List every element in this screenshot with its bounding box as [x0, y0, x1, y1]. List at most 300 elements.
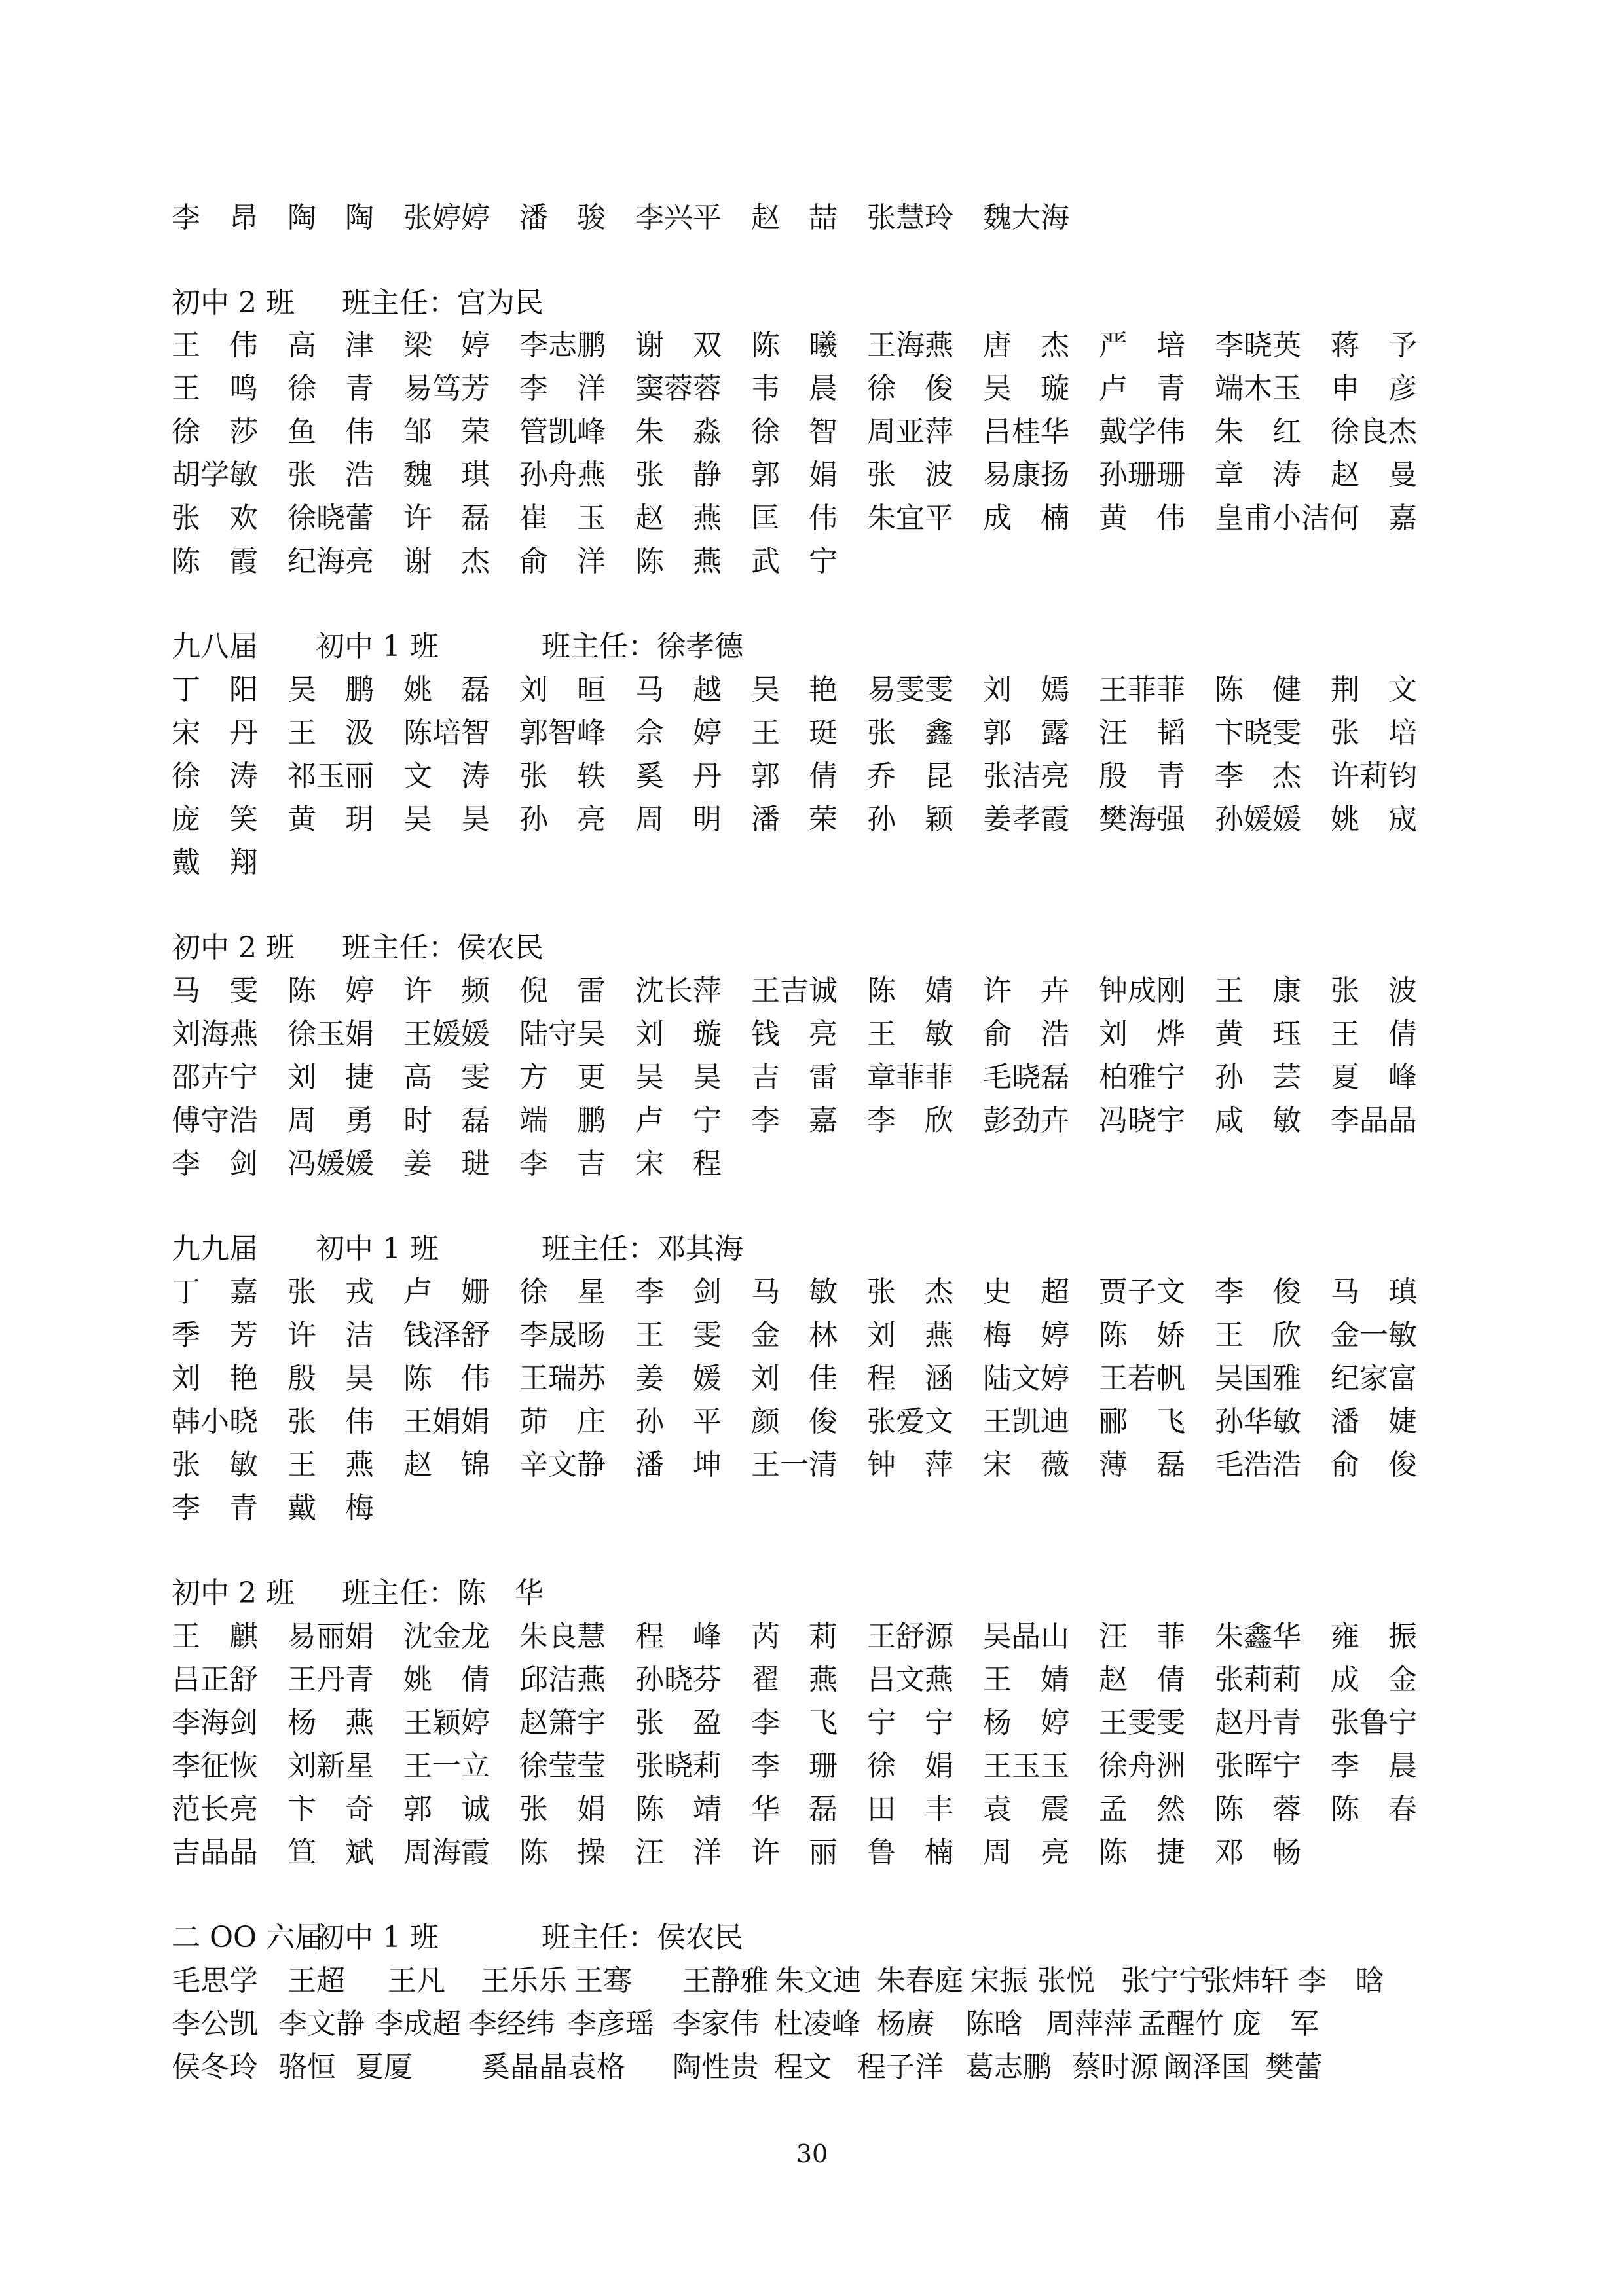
student-name: 匡 伟 — [751, 501, 838, 535]
student-name: 陈 曦 — [751, 329, 838, 362]
student-name: 姚 倩 — [403, 1663, 490, 1696]
student-name: 陶性贵 — [673, 2050, 759, 2084]
student-name: 皇甫小洁 — [1215, 501, 1330, 535]
student-name: 卢 姗 — [403, 1275, 490, 1309]
student-name: 李志鹏 — [519, 329, 606, 362]
student-name: 傅守浩 — [172, 1104, 258, 1137]
head-teacher-label: 班主任：侯农民 — [342, 931, 544, 964]
student-name: 马 瑱 — [1331, 1275, 1417, 1309]
student-name: 杨赓 — [877, 2007, 934, 2041]
student-name: 高 津 — [287, 329, 374, 362]
student-name: 汪 洋 — [635, 1836, 722, 1869]
student-name: 端木玉 — [1215, 372, 1301, 405]
student-name: 张婷婷 — [403, 201, 490, 234]
student-name: 吴晶山 — [983, 1620, 1069, 1653]
student-name: 周 勇 — [287, 1104, 374, 1137]
student-name: 王静雅 — [682, 1964, 769, 1997]
student-name: 黄 玥 — [287, 803, 374, 836]
student-name: 袁 震 — [983, 1793, 1069, 1826]
student-name: 成 金 — [1331, 1663, 1417, 1696]
student-name: 郦 飞 — [1099, 1405, 1185, 1438]
student-name: 王瑞苏 — [519, 1362, 606, 1395]
student-name: 徐良杰 — [1331, 415, 1417, 448]
student-name: 孙华敏 — [1215, 1405, 1301, 1438]
student-name: 殷 青 — [1099, 759, 1185, 793]
student-name: 孙媛媛 — [1215, 803, 1301, 836]
student-name: 张 波 — [867, 458, 953, 492]
student-name: 姚 宬 — [1331, 803, 1417, 836]
student-name: 朱文迪 — [775, 1964, 862, 1997]
student-name: 端 鹏 — [519, 1104, 606, 1137]
student-name: 张悦 — [1037, 1964, 1095, 1997]
student-name: 马 雯 — [172, 974, 258, 1008]
student-name: 宋 薇 — [983, 1448, 1069, 1482]
student-name: 赵 曼 — [1331, 458, 1417, 492]
student-name: 吉 雷 — [751, 1061, 838, 1094]
student-name: 王超 — [287, 1964, 345, 1997]
student-name: 王 珽 — [751, 716, 838, 750]
student-name: 李公凯 — [172, 2007, 258, 2041]
student-name: 纪家富 — [1331, 1362, 1417, 1395]
student-name: 侯冬玲 — [172, 2050, 258, 2084]
student-name: 张 欢 — [172, 501, 258, 535]
student-name: 张 鑫 — [867, 716, 953, 750]
student-name: 张 静 — [635, 458, 722, 492]
student-name: 张 娟 — [519, 1793, 606, 1826]
student-name: 章菲菲 — [867, 1061, 953, 1094]
student-name: 陈培智 — [403, 716, 490, 750]
student-name: 谢 双 — [635, 329, 722, 362]
student-name: 赵 喆 — [751, 201, 838, 234]
student-name: 徐 星 — [519, 1275, 606, 1309]
student-name: 黄 珏 — [1215, 1017, 1301, 1051]
cohort-label: 二 OO 六届 — [172, 1921, 324, 1954]
student-name: 杨 燕 — [287, 1706, 374, 1740]
student-name: 姚 磊 — [403, 673, 490, 706]
student-name: 陈 伟 — [403, 1362, 490, 1395]
student-name: 张 伟 — [287, 1405, 374, 1438]
student-name: 潘 坤 — [635, 1448, 722, 1482]
student-name: 刘海燕 — [172, 1017, 258, 1051]
student-name: 李征恢 — [172, 1749, 258, 1783]
student-name: 唐 杰 — [983, 329, 1069, 362]
student-name: 吴 昊 — [403, 803, 490, 836]
student-name: 章 涛 — [1215, 458, 1301, 492]
student-name: 卞晓雯 — [1215, 716, 1301, 750]
student-name: 庞 笑 — [172, 803, 258, 836]
student-name: 李海剑 — [172, 1706, 258, 1740]
student-name: 李 欣 — [867, 1104, 953, 1137]
cohort-label: 九九届 — [172, 1232, 258, 1266]
student-name: 樊海强 — [1099, 803, 1185, 836]
student-name: 刘 烨 — [1099, 1017, 1185, 1051]
student-name: 徐莹莹 — [519, 1749, 606, 1783]
student-name: 张鲁宁 — [1331, 1706, 1417, 1740]
student-name: 潘 骏 — [519, 201, 606, 234]
student-name: 文 涛 — [403, 759, 490, 793]
student-name: 骆恒 — [278, 2050, 336, 2084]
student-name: 薄 磊 — [1099, 1448, 1185, 1482]
student-name: 许 洁 — [287, 1319, 374, 1352]
student-name: 柏雅宁 — [1099, 1061, 1185, 1094]
student-name: 王 雯 — [635, 1319, 722, 1352]
student-name: 卢 宁 — [635, 1104, 722, 1137]
student-name: 朱 淼 — [635, 415, 722, 448]
student-name: 宁 宁 — [867, 1706, 953, 1740]
student-name: 钱泽舒 — [403, 1319, 490, 1352]
student-name: 崔 玉 — [519, 501, 606, 535]
student-name: 周 亮 — [983, 1836, 1069, 1869]
student-name: 笪 斌 — [287, 1836, 374, 1869]
student-name: 李 昂 — [172, 201, 258, 234]
student-name: 张 培 — [1331, 716, 1417, 750]
student-name: 王娟娟 — [403, 1405, 490, 1438]
student-name: 魏大海 — [983, 201, 1069, 234]
student-name: 李 珊 — [751, 1749, 838, 1783]
student-name: 王 汲 — [287, 716, 374, 750]
student-name: 王吉诚 — [751, 974, 838, 1008]
student-name: 李 洋 — [519, 372, 606, 405]
student-name: 刘新星 — [287, 1749, 374, 1783]
student-name: 孙舟燕 — [519, 458, 606, 492]
student-name: 赵丹青 — [1215, 1706, 1301, 1740]
student-name: 王颖婷 — [403, 1706, 490, 1740]
student-name: 吕桂华 — [983, 415, 1069, 448]
student-name: 成 楠 — [983, 501, 1069, 535]
student-name: 郭 诚 — [403, 1793, 490, 1826]
student-name: 殷 昊 — [287, 1362, 374, 1395]
student-name: 王一立 — [403, 1749, 490, 1783]
student-name: 徐 智 — [751, 415, 838, 448]
student-name: 夏厦 — [355, 2050, 413, 2084]
student-name: 徐 涛 — [172, 759, 258, 793]
student-name: 陆守吴 — [519, 1017, 606, 1051]
head-teacher-label: 班主任：徐孝德 — [542, 630, 743, 663]
student-name: 宋 丹 — [172, 716, 258, 750]
page-number: 30 — [796, 2140, 828, 2168]
student-name: 陈 靖 — [635, 1793, 722, 1826]
student-name: 张 波 — [1331, 974, 1417, 1008]
student-name: 孙 亮 — [519, 803, 606, 836]
class-label: 初中 1 班 — [316, 1232, 439, 1266]
student-name: 胡学敏 — [172, 458, 258, 492]
student-name: 沈金龙 — [403, 1620, 490, 1653]
student-name: 时 磊 — [403, 1104, 490, 1137]
student-name: 辛文静 — [519, 1448, 606, 1482]
student-name: 祁玉丽 — [287, 759, 374, 793]
student-name: 乔 昆 — [867, 759, 953, 793]
student-name: 夏 峰 — [1331, 1061, 1417, 1094]
student-name: 戴 梅 — [287, 1491, 374, 1525]
student-name: 杜凌峰 — [774, 2007, 860, 2041]
student-name: 张 戎 — [287, 1275, 374, 1309]
student-name: 卞 奇 — [287, 1793, 374, 1826]
student-name: 奚晶晶 — [481, 2050, 568, 2084]
student-name: 丁 嘉 — [172, 1275, 258, 1309]
student-name: 刘 嫣 — [983, 673, 1069, 706]
student-name: 易雯雯 — [867, 673, 953, 706]
student-name: 王一清 — [751, 1448, 838, 1482]
student-name: 倪 雷 — [519, 974, 606, 1008]
student-name: 张慧玲 — [867, 201, 953, 234]
student-name: 王 敏 — [867, 1017, 953, 1051]
student-name: 俞 洋 — [519, 545, 606, 578]
student-name: 冯晓宇 — [1099, 1104, 1185, 1137]
student-name: 朱良慧 — [519, 1620, 606, 1653]
student-name: 茆 庄 — [519, 1405, 606, 1438]
student-name: 王骞 — [574, 1964, 632, 1997]
student-name: 申 彦 — [1331, 372, 1417, 405]
student-name: 武 宁 — [751, 545, 838, 578]
student-name: 陈 捷 — [1099, 1836, 1185, 1869]
student-name: 严 培 — [1099, 329, 1185, 362]
student-name: 田 丰 — [867, 1793, 953, 1826]
student-name: 易康扬 — [983, 458, 1069, 492]
student-name: 佘 婷 — [635, 716, 722, 750]
student-name: 张晓莉 — [635, 1749, 722, 1783]
class-label: 初中 2 班 — [172, 931, 295, 964]
student-name: 张 杰 — [867, 1275, 953, 1309]
student-name: 吴 艳 — [751, 673, 838, 706]
student-name: 张洁亮 — [983, 759, 1069, 793]
student-name: 李成超 — [375, 2007, 461, 2041]
student-name: 徐 莎 — [172, 415, 258, 448]
student-name: 李 吉 — [519, 1147, 606, 1180]
student-name: 许莉钧 — [1331, 759, 1417, 793]
student-name: 奚 丹 — [635, 759, 722, 793]
student-name: 李兴平 — [635, 201, 722, 234]
student-name: 李 俊 — [1215, 1275, 1301, 1309]
student-name: 张 盈 — [635, 1706, 722, 1740]
student-name: 孙珊珊 — [1099, 458, 1185, 492]
student-name: 吉晶晶 — [172, 1836, 258, 1869]
student-name: 王雯雯 — [1099, 1706, 1185, 1740]
student-name: 陶 陶 — [287, 201, 374, 234]
student-name: 王海燕 — [867, 329, 953, 362]
student-name: 王 燕 — [287, 1448, 374, 1482]
student-name: 孙 芸 — [1215, 1061, 1301, 1094]
student-name: 姜孝霞 — [983, 803, 1069, 836]
student-name: 周萍萍 — [1046, 2007, 1132, 2041]
student-name: 樊蕾 — [1265, 2050, 1323, 2084]
student-name: 王 欣 — [1215, 1319, 1301, 1352]
student-name: 马 越 — [635, 673, 722, 706]
student-name: 陈 婧 — [867, 974, 953, 1008]
student-name: 孟醒竹 — [1137, 2007, 1224, 2041]
student-name: 李晓英 — [1215, 329, 1301, 362]
student-name: 王 鸣 — [172, 372, 258, 405]
student-name: 马 敏 — [751, 1275, 838, 1309]
student-name: 咸 敏 — [1215, 1104, 1301, 1137]
student-name: 梁 婷 — [403, 329, 490, 362]
student-name: 孙 颖 — [867, 803, 953, 836]
student-name: 蔡时源 — [1072, 2050, 1158, 2084]
student-name: 卢 青 — [1099, 372, 1185, 405]
student-name: 许 卉 — [983, 974, 1069, 1008]
student-name: 程 涵 — [867, 1362, 953, 1395]
student-name: 金一敏 — [1331, 1319, 1417, 1352]
student-name: 庞 军 — [1232, 2007, 1319, 2041]
student-name: 戴学伟 — [1099, 415, 1185, 448]
student-name: 赵箫宇 — [519, 1706, 606, 1740]
student-name: 李 晨 — [1331, 1749, 1417, 1783]
student-name: 葛志鹏 — [965, 2050, 1052, 2084]
student-name: 孙晓芬 — [635, 1663, 722, 1696]
class-label: 初中 1 班 — [316, 630, 439, 663]
student-name: 周海霞 — [403, 1836, 490, 1869]
student-name: 荆 文 — [1331, 673, 1417, 706]
student-name: 陈 蓉 — [1215, 1793, 1301, 1826]
student-name: 冯媛媛 — [287, 1147, 374, 1180]
student-name: 郭 娟 — [751, 458, 838, 492]
student-name: 邹 荣 — [403, 415, 490, 448]
student-name: 王 麒 — [172, 1620, 258, 1653]
class-label: 初中 2 班 — [172, 1576, 295, 1610]
student-name: 程文 — [774, 2050, 832, 2084]
student-name: 吕文燕 — [867, 1663, 953, 1696]
student-name: 许 丽 — [751, 1836, 838, 1869]
student-name: 陈晗 — [965, 2007, 1023, 2041]
student-name: 王若帆 — [1099, 1362, 1185, 1395]
student-name: 高 雯 — [403, 1061, 490, 1094]
student-name: 毛晓磊 — [983, 1061, 1069, 1094]
student-name: 刘 佳 — [751, 1362, 838, 1395]
student-name: 吴国雅 — [1215, 1362, 1301, 1395]
student-name: 袁格 — [568, 2050, 625, 2084]
student-name: 华 磊 — [751, 1793, 838, 1826]
student-name: 李 杰 — [1215, 759, 1301, 793]
student-name: 许 频 — [403, 974, 490, 1008]
student-name: 鲁 楠 — [867, 1836, 953, 1869]
student-name: 徐 俊 — [867, 372, 953, 405]
student-name: 潘 荣 — [751, 803, 838, 836]
student-name: 潘 婕 — [1331, 1405, 1417, 1438]
student-name: 钟成刚 — [1099, 974, 1185, 1008]
student-name: 张爱文 — [867, 1405, 953, 1438]
student-name: 孟 然 — [1099, 1793, 1185, 1826]
student-name: 刘 璇 — [635, 1017, 722, 1051]
student-name: 纪海亮 — [287, 545, 374, 578]
student-name: 周 明 — [635, 803, 722, 836]
student-name: 丁 阳 — [172, 673, 258, 706]
student-name: 李家伟 — [673, 2007, 759, 2041]
student-name: 汪 菲 — [1099, 1620, 1185, 1653]
student-name: 史 超 — [983, 1275, 1069, 1309]
student-name: 李 飞 — [751, 1706, 838, 1740]
student-name: 王 康 — [1215, 974, 1301, 1008]
student-name: 王玉玉 — [983, 1749, 1069, 1783]
student-name: 俞 浩 — [983, 1017, 1069, 1051]
student-name: 沈长萍 — [635, 974, 722, 1008]
student-name: 许 磊 — [403, 501, 490, 535]
student-name: 魏 琪 — [403, 458, 490, 492]
student-name: 王 伟 — [172, 329, 258, 362]
student-name: 程 峰 — [635, 1620, 722, 1653]
student-name: 俞 俊 — [1331, 1448, 1417, 1482]
student-name: 程子洋 — [857, 2050, 944, 2084]
student-name: 朱鑫华 — [1215, 1620, 1301, 1653]
student-name: 徐玉娟 — [287, 1017, 374, 1051]
student-name: 王舒源 — [867, 1620, 953, 1653]
student-name: 易丽娟 — [287, 1620, 374, 1653]
student-name: 张 浩 — [287, 458, 374, 492]
student-name: 翟 燕 — [751, 1663, 838, 1696]
student-name: 李晶晶 — [1331, 1104, 1417, 1137]
student-name: 郭智峰 — [519, 716, 606, 750]
class-label: 初中 2 班 — [172, 286, 295, 319]
student-name: 徐晓蕾 — [287, 501, 374, 535]
head-teacher-label: 班主任：陈 华 — [342, 1576, 544, 1610]
student-name: 宋 程 — [635, 1147, 722, 1180]
student-name: 李文静 — [278, 2007, 365, 2041]
student-name: 毛浩浩 — [1215, 1448, 1301, 1482]
head-teacher-label: 班主任：侯农民 — [542, 1921, 743, 1954]
student-name: 钟 萍 — [867, 1448, 953, 1482]
student-name: 陈 燕 — [635, 545, 722, 578]
student-name: 张宁宁 — [1121, 1964, 1208, 1997]
student-name: 范长亮 — [172, 1793, 258, 1826]
student-name: 邵卉宁 — [172, 1061, 258, 1094]
student-name: 蒋 予 — [1331, 329, 1417, 362]
student-name: 吴 鹏 — [287, 673, 374, 706]
student-name: 刘 捷 — [287, 1061, 374, 1094]
student-name: 赵 倩 — [1099, 1663, 1185, 1696]
student-name: 王乐乐 — [481, 1964, 567, 1997]
student-name: 张 敏 — [172, 1448, 258, 1482]
student-name: 阚泽国 — [1164, 2050, 1250, 2084]
student-name: 王 倩 — [1331, 1017, 1417, 1051]
student-name: 陈 霞 — [172, 545, 258, 578]
student-name: 杨 婷 — [983, 1706, 1069, 1740]
student-name: 钱 亮 — [751, 1017, 838, 1051]
student-name: 毛思学 — [172, 1964, 258, 1997]
student-name: 刘 燕 — [867, 1319, 953, 1352]
student-name: 李 剑 — [635, 1275, 722, 1309]
student-name: 方 更 — [519, 1061, 606, 1094]
student-name: 陈 春 — [1331, 1793, 1417, 1826]
student-name: 徐 娟 — [867, 1749, 953, 1783]
student-name: 雍 振 — [1331, 1620, 1417, 1653]
student-name: 王 婧 — [983, 1663, 1069, 1696]
student-name: 周亚萍 — [867, 415, 953, 448]
student-name: 赵 燕 — [635, 501, 722, 535]
student-name: 王菲菲 — [1099, 673, 1185, 706]
student-name: 赵 锦 — [403, 1448, 490, 1482]
student-name: 王丹青 — [287, 1663, 374, 1696]
student-name: 芮 莉 — [751, 1620, 838, 1653]
student-name: 陆文婷 — [983, 1362, 1069, 1395]
student-name: 李经纬 — [468, 2007, 555, 2041]
student-name: 颜 俊 — [751, 1405, 838, 1438]
student-name: 王媛媛 — [403, 1017, 490, 1051]
student-name: 易笃芳 — [403, 372, 490, 405]
student-name: 李 剑 — [172, 1147, 258, 1180]
student-name: 徐 青 — [287, 372, 374, 405]
student-name: 李晟旸 — [519, 1319, 606, 1352]
student-name: 郭 露 — [983, 716, 1069, 750]
student-name: 王凯迪 — [983, 1405, 1069, 1438]
student-name: 梅 婷 — [983, 1319, 1069, 1352]
student-name: 朱宜平 — [867, 501, 953, 535]
student-name: 徐舟洲 — [1099, 1749, 1185, 1783]
student-name: 姜 媛 — [635, 1362, 722, 1395]
student-name: 金 林 — [751, 1319, 838, 1352]
student-name: 邓 畅 — [1215, 1836, 1301, 1869]
student-name: 王凡 — [388, 1964, 445, 1997]
student-name: 孙 平 — [635, 1405, 722, 1438]
student-name: 李彦瑶 — [568, 2007, 654, 2041]
student-name: 韦 晨 — [751, 372, 838, 405]
